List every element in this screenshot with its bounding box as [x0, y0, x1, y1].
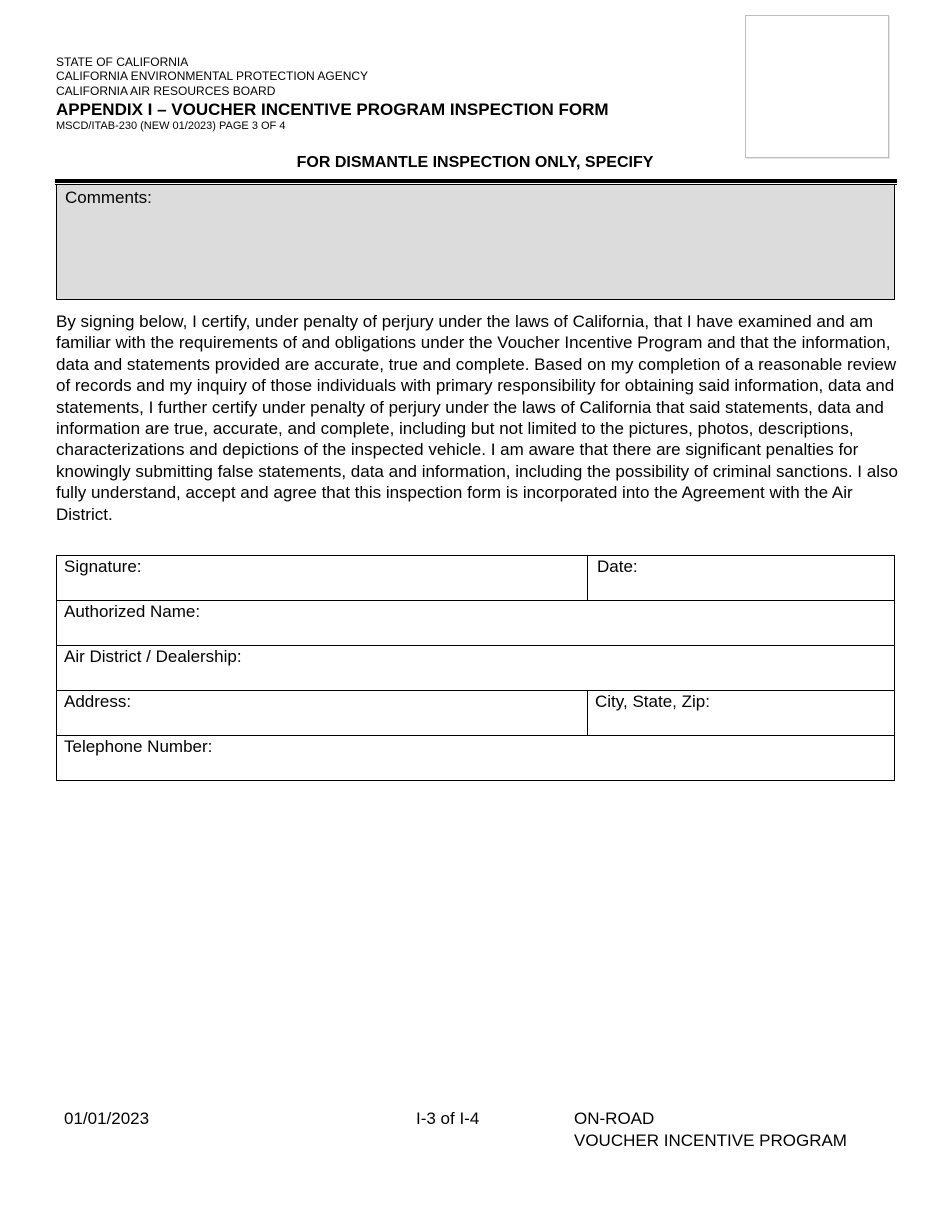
agency-line-calepa: CALIFORNIA ENVIRONMENTAL PROTECTION AGENCY [56, 69, 369, 83]
date-label: Date: [597, 557, 638, 576]
telephone-field[interactable] [57, 736, 895, 781]
footer-page-number: I-3 of I-4 [416, 1109, 480, 1128]
authorized-name-field[interactable] [57, 601, 895, 646]
table-row [57, 556, 895, 601]
footer-date: 01/01/2023 [64, 1109, 150, 1128]
agency-line-state: STATE OF CALIFORNIA [56, 55, 189, 69]
comments-field[interactable] [56, 185, 895, 300]
address-label: Address: [64, 692, 132, 711]
table-row [57, 736, 895, 781]
signature-field[interactable] [57, 556, 588, 601]
form-title: APPENDIX I – VOUCHER INCENTIVE PROGRAM INSPECTION FORM [56, 100, 609, 119]
date-field[interactable] [588, 556, 895, 601]
address-field[interactable] [57, 691, 588, 736]
signature-table [56, 555, 895, 781]
comments-label: Comments: [65, 188, 152, 207]
table-row [57, 646, 895, 691]
certification-text: By signing below, I certify, under penalty of perjury under the laws of California, that I have examined and am familiar with the requirements of and obligations under the Voucher Incentive Program and that the information, data and statements provided are accurate, true and complete. Based on my completion of a reasonable review of records and my inquiry of those individuals with primary responsibility for obtaining said information, data and statements, I further certify under penalty of perjury under the laws of California that said statements, data and information are true, accurate, and complete, including but not limited to the pictures, photos, descriptions, characterizations and depictions of the inspected vehicle. I am aware that there are significant penalties for knowingly submitting false statements, data and information, including the possibility of criminal sanctions. I also fully understand, accept and agree that this inspection form is incorporated into the Agreement with the Air District. [56, 312, 898, 524]
section-thick-rule [55, 179, 897, 183]
table-row [57, 601, 895, 646]
stamp-box [745, 15, 889, 158]
signature-label: Signature: [64, 557, 142, 576]
footer-program-line1: ON-ROAD [574, 1109, 655, 1128]
table-row [57, 691, 895, 736]
form-code: MSCD/ITAB-230 (NEW 01/2023) PAGE 3 OF 4 [56, 120, 286, 132]
authorized-name-label: Authorized Name: [64, 602, 201, 621]
air-district-dealership-field[interactable] [57, 646, 895, 691]
section-title: FOR DISMANTLE INSPECTION ONLY, SPECIFY [296, 154, 654, 171]
air-district-dealership-label: Air District / Dealership: [64, 647, 242, 666]
footer-program-line2: VOUCHER INCENTIVE PROGRAM [574, 1131, 847, 1150]
agency-line-carb: CALIFORNIA AIR RESOURCES BOARD [56, 84, 276, 98]
city-state-zip-label: City, State, Zip: [595, 692, 710, 711]
city-state-zip-field[interactable] [588, 691, 895, 736]
telephone-label: Telephone Number: [64, 737, 213, 756]
